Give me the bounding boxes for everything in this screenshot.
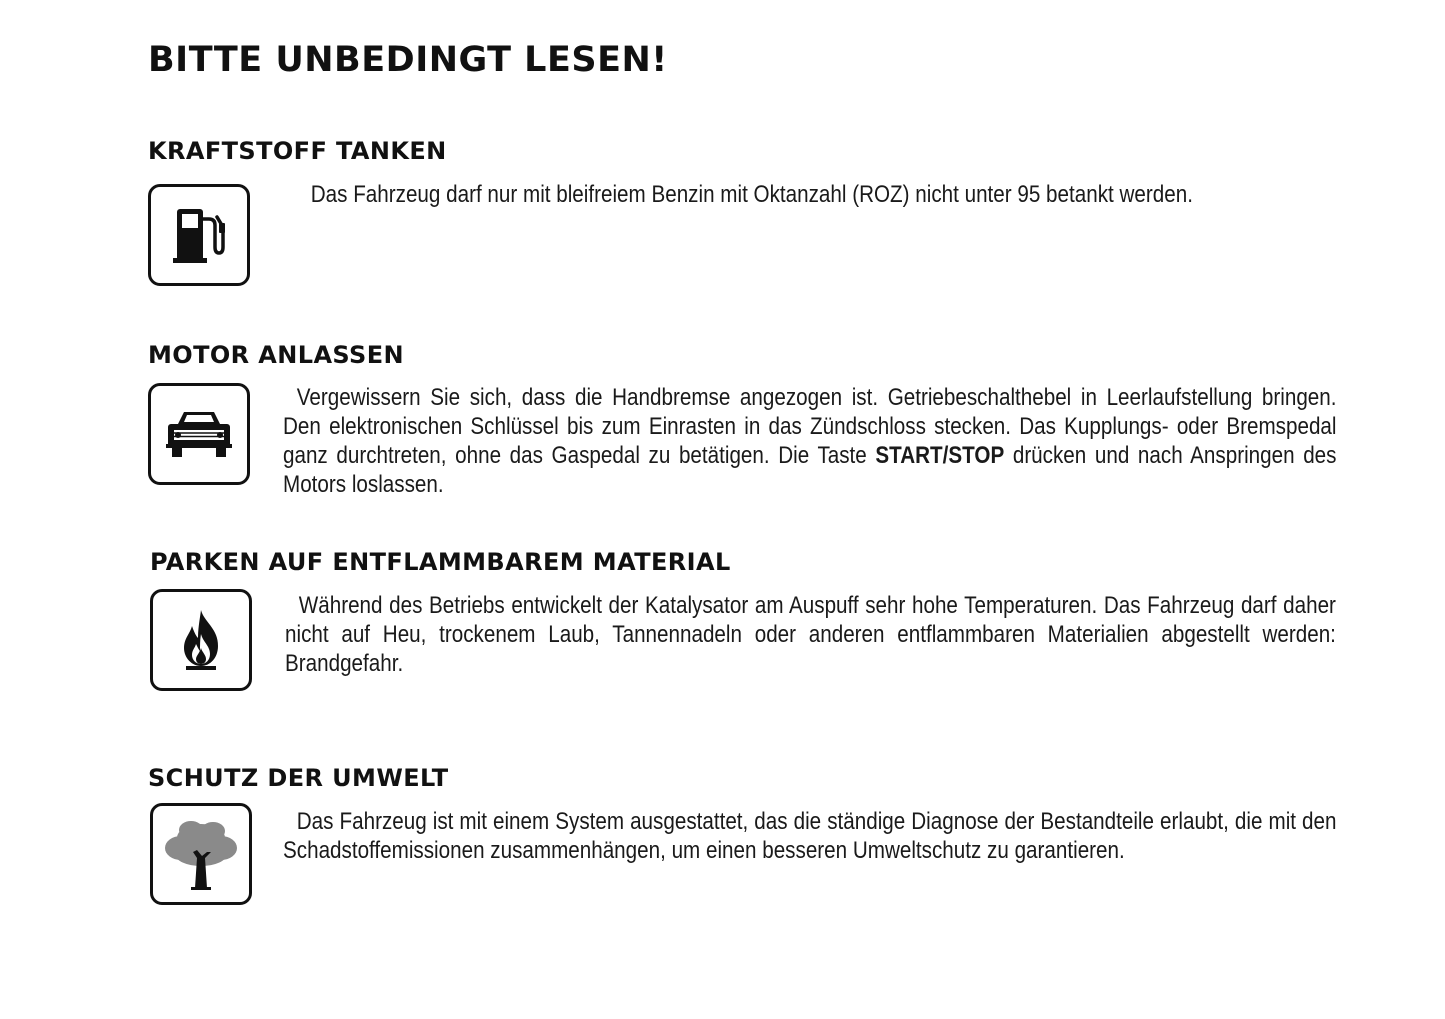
page-title: BITTE UNBEDINGT LESEN! xyxy=(148,40,668,80)
fuel-pump-icon xyxy=(148,184,250,286)
section-heading-parking-flammable: PARKEN AUF ENTFLAMMBAREM MATERIAL xyxy=(150,548,731,576)
section-heading-engine-start: MOTOR ANLASSEN xyxy=(148,341,404,369)
flame-icon xyxy=(150,589,252,691)
section-text-engine-start: Vergewissern Sie sich, dass die Handbremse angezogen ist. Getriebeschalthebel in Leerlaufstellung bringen. Den elektronischen Schlüssel bis zum Einrasten in das Zündschloss stecken. Das Kupplungs- oder Bremspedal ganz durchtreten, ohne das Gaspedal zu betätigen. Die Taste START/STOP drücken und nach Anspringen des Motors loslassen. xyxy=(283,384,1337,498)
car-front-icon xyxy=(148,383,250,485)
section-refueling xyxy=(148,136,1340,208)
section-heading-refueling: KRAFTSTOFF TANKEN xyxy=(148,137,447,165)
section-heading-environment: SCHUTZ DER UMWELT xyxy=(148,764,449,792)
tree-icon xyxy=(150,803,252,905)
section-engine-start xyxy=(148,340,1340,498)
section-text-parking-flammable: Während des Betriebs entwickelt der Katalysator am Auspuff sehr hohe Temperaturen. Das Fahrzeug darf daher nicht auf Heu, trockenem Laub, Tannennadeln oder anderen entflammbaren Materialien abgestellt werden: Brandgefahr. xyxy=(285,592,1336,677)
section-environment xyxy=(148,763,1340,864)
section-parking-flammable xyxy=(150,547,1342,677)
section-text-environment: Das Fahrzeug ist mit einem System ausgestattet, das die ständige Diagnose der Bestandteile erlaubt, die mit den Schadstoffemissionen zusammenhängen, um einen besseren Umweltschutz zu garantieren. xyxy=(283,808,1337,864)
section-text-refueling: Das Fahrzeug darf nur mit bleifreiem Benzin mit Oktanzahl (ROZ) nicht unter 95 betankt werden. xyxy=(310,181,1193,208)
start-stop-label: START/STOP xyxy=(875,442,1005,469)
